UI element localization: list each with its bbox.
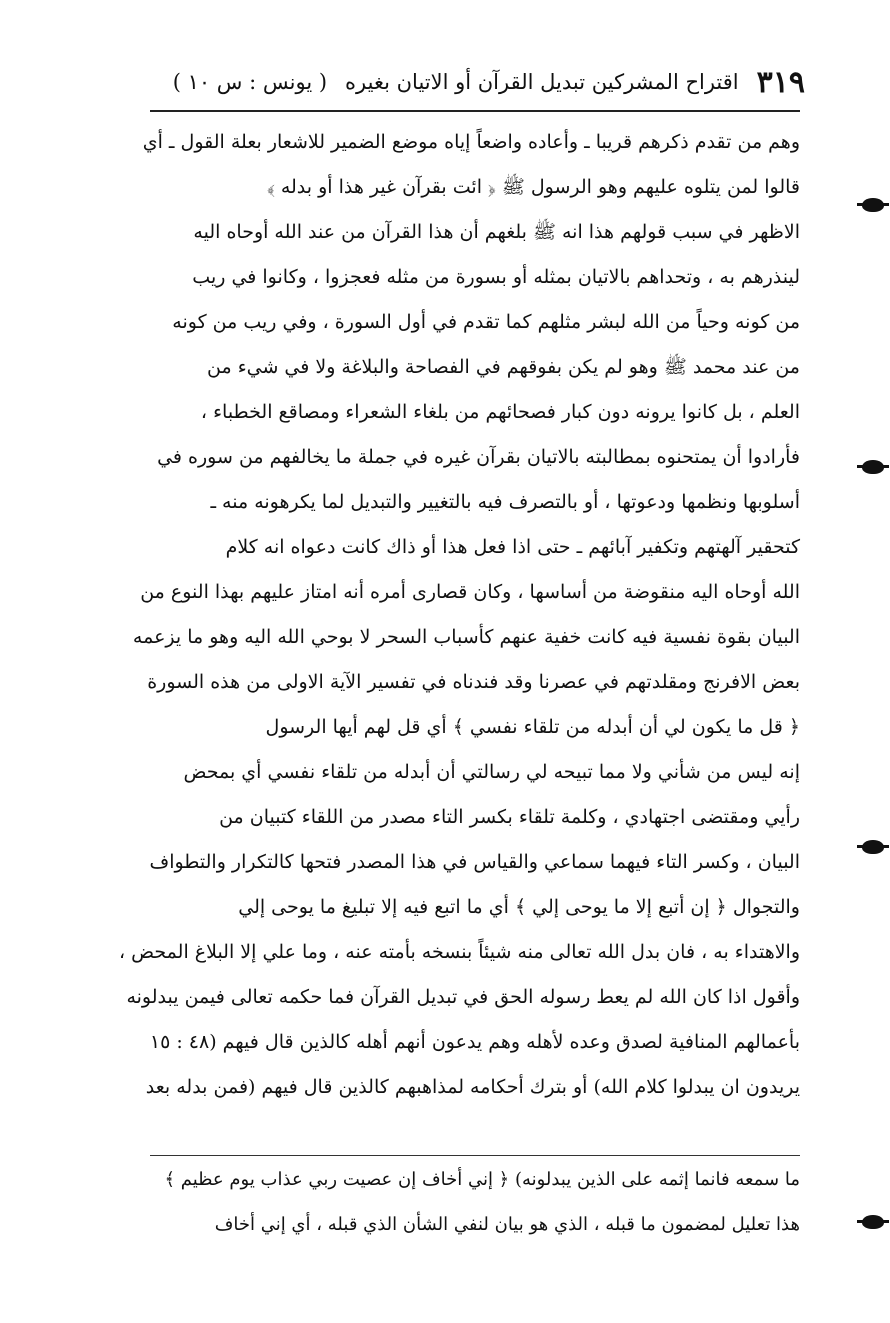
text-line: ﴿ قل ما يكون لي أن أبدله من تلقاء نفسي ﴾ أي قل لهم أيها الرسول [265, 716, 800, 738]
header-title: اقتراح المشركين تبديل القرآن أو الاتيان بغيره [345, 70, 739, 94]
text-line: وهم من تقدم ذكرهم قريبا ـ وأعاده واضعاً إياه موضع الضمير للاشعار بعلة القول ـ أي [142, 131, 800, 153]
footnote-rule [150, 1155, 800, 1156]
text-line: بأعمالهم المنافية لصدق وعده لأهله وهم يدعون أنهم أهله كالذين قال فيهم (٤٨ : ١٥ [149, 1031, 800, 1053]
text-line: والتجوال ﴿ إن أتبع إلا ما يوحى إلي ﴾ أي ما اتبع فيه إلا تبليغ ما يوحى إلي [238, 896, 800, 918]
text-line: يريدون ان يبدلوا كلام الله) أو بترك أحكامه لمذاهبهم كالذين قال فيهم (فمن بدله بعد [145, 1076, 800, 1098]
body-text [118, 120, 800, 1110]
text-line: كتحقير آلهتهم وتكفير آبائهم ـ حتى اذا فعل هذا أو ذاك كانت دعواه انه كلام [225, 536, 800, 558]
page-header [150, 62, 805, 102]
text-line: رأيي ومقتضى اجتهادي ، وكلمة تلقاء بكسر التاء مصدر من اللقاء كتبيان من [219, 806, 800, 828]
text-line: قالوا لمن يتلوه عليهم وهو الرسول ﷺ ﴿ ائت بقرآن غير هذا أو بدله ﴾ [266, 176, 800, 198]
footnote-line: هذا تعليل لمضمون ما قبله ، الذي هو بيان لنفي الشأن الذي قبله ، أي إني أخاف [214, 1214, 800, 1235]
margin-ornament-icon [862, 198, 884, 212]
surah-reference: ( يونس : س ١٠ ) [172, 70, 328, 94]
text-line: لينذرهم به ، وتحداهم بالاتيان بمثله أو بسورة من مثله فعجزوا ، وكانوا في ريب [192, 266, 800, 288]
text-line: الاظهر في سبب قولهم هذا انه ﷺ بلغهم أن هذا القرآن من عند الله أوحاه اليه [193, 221, 800, 243]
footnote-text [155, 1158, 800, 1248]
text-line: إنه ليس من شأني ولا مما تبيحه لي رسالتي أن أبدله من تلقاء نفسي أي بمحض [183, 761, 800, 783]
text-line: من كونه وحياً من الله لبشر مثلهم كما تقدم في أول السورة ، وفي ريب من كونه [172, 311, 800, 333]
text-line: فأرادوا أن يمتحنوه بمطالبته بالاتيان بقرآن غيره في جملة ما يخالفهم من سوره في [157, 446, 800, 468]
margin-ornament-icon [862, 840, 884, 854]
page-number: ٣١٩ [756, 64, 805, 100]
text-line: العلم ، بل كانوا يرونه دون كبار فصحائهم من بلغاء الشعراء ومصاقع الخطباء ، [200, 401, 800, 423]
header-rule [150, 110, 800, 112]
text-line: والاهتداء به ، فان بدل الله تعالى منه شيئاً بنسخه بأمته عنه ، وما علي إلا البلاغ المحض ، [118, 941, 800, 963]
text-line: الله أوحاه اليه منقوضة من أساسها ، وكان قصارى أمره أنه امتاز عليهم بهذا النوع من [140, 581, 800, 603]
text-line: وأقول اذا كان الله لم يعط رسوله الحق في تبديل القرآن فما حكمه تعالى فيمن يبدلونه [126, 986, 800, 1008]
text-line: من عند محمد ﷺ وهو لم يكن بفوقهم في الفصاحة والبلاغة ولا في شيء من [207, 356, 800, 378]
text-line: بعض الافرنج ومقلدتهم في عصرنا وقد فندناه في تفسير الآية الاولى من هذه السورة [147, 671, 800, 693]
footnote-line: ما سمعه فانما إثمه على الذين يبدلونه) ﴿ إني أخاف إن عصيت ربي عذاب يوم عظيم ﴾ [164, 1169, 800, 1190]
text-line: البيان ، وكسر التاء فيهما سماعي والقياس في هذا المصدر فتحها كالتكرار والتطواف [149, 851, 800, 873]
text-line: البيان بقوة نفسية فيه كانت خفية عنهم كأسباب السحر لا بوحي الله اليه وهو ما يزعمه [132, 626, 800, 648]
text-line: أسلوبها ونظمها ودعوتها ، أو بالتصرف فيه بالتغيير والتبديل لما يكرهونه منه ـ [210, 491, 800, 513]
margin-ornament-icon [862, 1215, 884, 1229]
margin-ornament-icon [862, 460, 884, 474]
